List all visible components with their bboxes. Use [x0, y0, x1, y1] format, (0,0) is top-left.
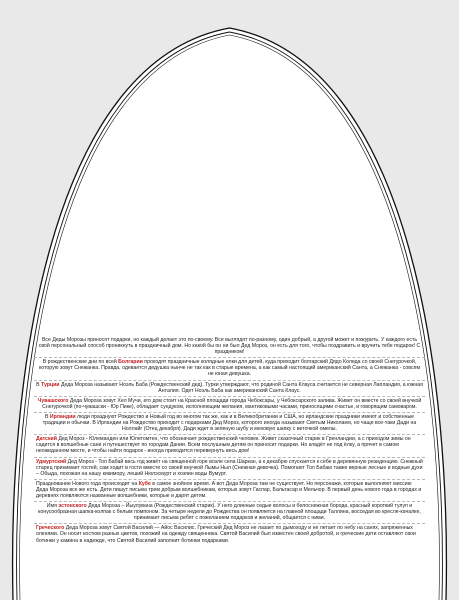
paragraph-intro: Все Деды Морозы приносят подарки, но каждый делает это по-своему. Все выглядят по-разному, один добрый, а другой может и пожурить. У каждого есть свой персональный способ проникнуть в праздничный дом. Но какой бы он ни был Дед Мороз, он есть для того, чтобы поздравить и вручить тебе подарок! С праздником! — [34, 336, 425, 358]
country-highlight: эстонского — [58, 503, 87, 510]
country-highlight: Удмуртский — [36, 458, 67, 465]
country-highlight: Болгарии — [118, 359, 143, 366]
paragraph-cuba: Празднование Нового года происходит на Кубе в самое знойное время. А вот Деда Мороза там не существует. Но персонажи, которые выполняют миссию Деда Мороза все же есть. Дети пишут письма трем добрым волшебникам, которых зовут Гаспар, Бальтасар и Мельчор. В первый день нового года в городах и деревнях появляются названные волшебники, которые и дарят детям. — [34, 480, 425, 502]
country-highlight: Чувашского — [37, 397, 69, 404]
country-highlight: Греческого — [36, 525, 65, 532]
paragraph-turkey: В Турции Деда Мороза называют Ноэль Баба (Рождественский дед). Турки утверждают, что родиной Санта Клауса считается не северная Лапландия, а южная Анталия. Одет Ноэль Баба как американский Санта Клаус. — [34, 381, 425, 397]
paragraph-ireland: В Ирландии люди празднуют Рождество и Новый год во многом так же, как и в Великобритании и США, но ирландские праздники имеют и собственные традиции и обычаи. В Ирландии на Рождество приходит с подарками Дед Мороз, которого иногда называют Святым Николаем, но чаще все-таки Дади на Ноллайг (Отец декабря). Дади ждет в зеленую шубу и меховую шапку с веточкой омелы. — [34, 413, 425, 435]
paragraph-udmurtia: Удмуртский Дед Мороз - Тол Бабай весь год живёт на священной горе возле села Шаркан, а к декабрю спускается к себе в деревянную резиденцию. Снежный старец принимает гостей, сам ходит в гости вместе со своей внучкой Лымы Ныл (Снежная девочка). Помогают Тол Бабаю также верные лесные и водные духи – Обыда, похожая на нашу кикимору, леший Нюлэсмурт и хозяин воды Вумурт. — [34, 458, 425, 480]
paragraph-bulgaria: В рождественские дни по всей Болгарии проходят праздничные колядные елки для детей, куда приходит болгарский Дядо Коледа со своей Снегурочкой, которую зовут Снежанка. Правда, одевается дедушка нынче не так как в старые времена, а как самый настоящий американский Санта, а Снежанка - совсем не юная девушка. — [34, 358, 425, 380]
country-highlight: Ирландии — [49, 413, 76, 420]
country-highlight: Кубе — [138, 480, 151, 487]
paragraph-estonia: Имя эстонского Деда Мороза – Йыулувана (Рождественский старик). У него длинные седые волосы и белоснежная борода, красный короткий тулуп и конусообразная шапка-колпак с белым помпоном. За четыре недели до Рождества он появляется на главной площади Таллина, восседая во кресле-качалке, принимает письма ребят с пожеланием подарков и желаний, общается с ними. — [34, 502, 425, 524]
text-block — [34, 336, 425, 546]
country-highlight: Датский — [36, 436, 57, 443]
paragraph-denmark: Датский Дед Мороз - Юлеманден или Юлетомтен, что обозначает рождественский человек. Живет сказочный старик в Гренландии, а с приходом зимы он садится в волшебные сани и путешествует по городам Дании. Всем послушным детям он приносит подарки. Но кладёт не под ёлку, а прячет в самом неожиданном месте, и чтобы найти подарок - иногда приходится перевернуть весь дом! — [34, 435, 425, 457]
paragraph-chuvashia: Чувашского Деда Мороза зовут Хел Мучи, его дом стоит на Красной площади города Чебоксары, у Чебоксарского залива. Живет он вместе со своей внучкой Снегурочкой (по-чувашски - Юр Пике), обладает сундуком, исполняющим желания, мантиковыми часами, приносящими счастье, и говорящим самоваром. — [34, 397, 425, 413]
paragraph-greece: Греческого Деда Мороза зовут Святой Василий — Айос Василис. Греческий Дед Мороз не лазает по дымоходу и не летает по небу на санях, запряженных оленями. Он носит костюм разных цветов, похожий на одежду священника. Святой Василий был известен своей добротой, и греческие дети оставляют свои ботинки у камина в надежде, что Святой Василий заполнит ботинки подарками. — [36, 525, 416, 544]
country-highlight: Турции — [40, 381, 60, 388]
